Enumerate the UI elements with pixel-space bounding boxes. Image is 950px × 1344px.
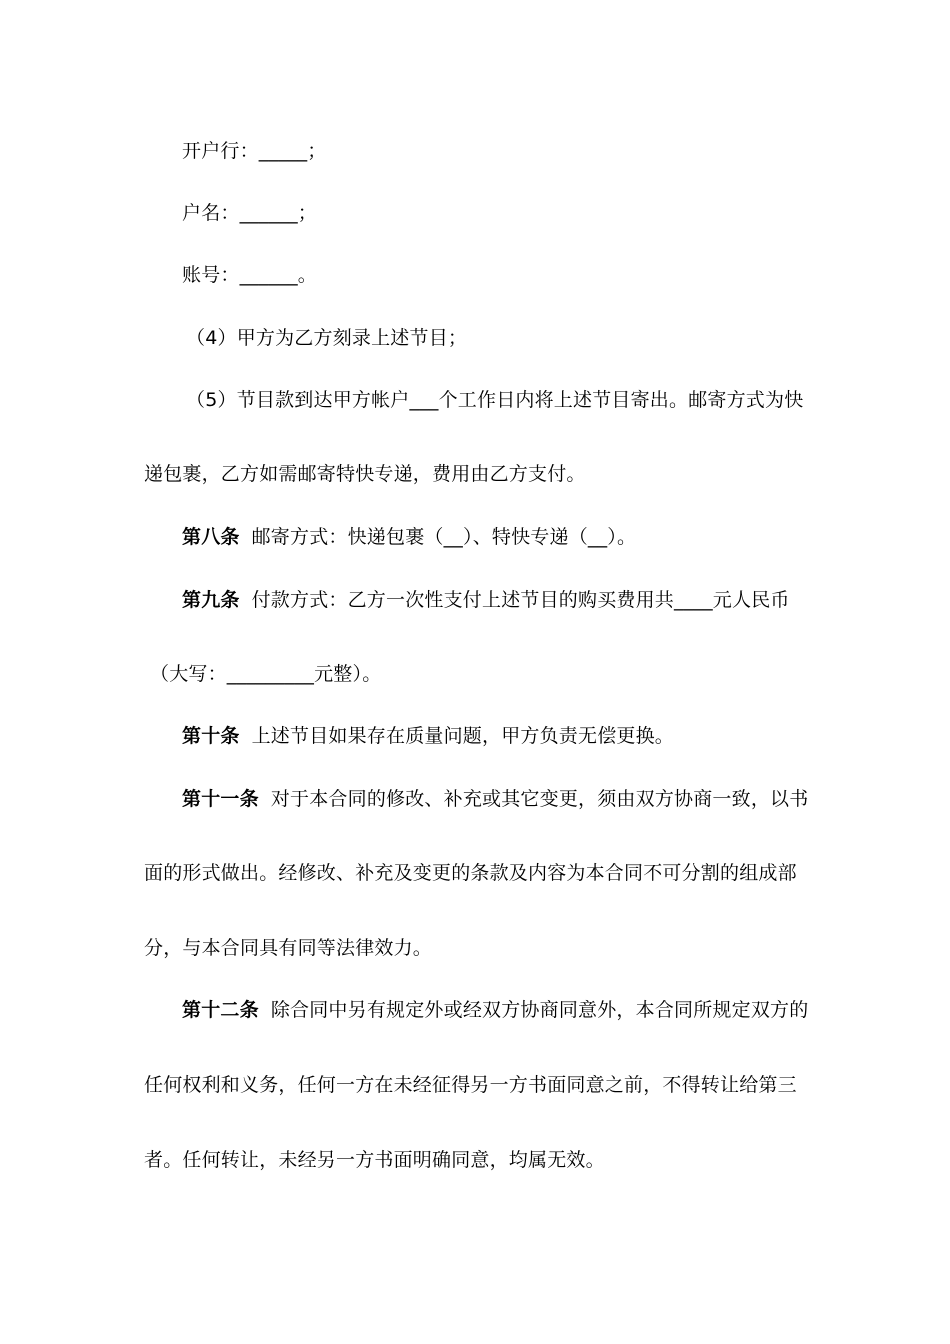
article-11 [182, 785, 808, 813]
item-5-line-1: （5）节目款到达甲方帐户___个工作日内将上述节目寄出。邮寄方式为快 [186, 389, 804, 411]
article-8 [182, 523, 636, 551]
article-11-body-line-2: 面的形式做出。经修改、补充及变更的条款及内容为本合同不可分割的组成部 [144, 862, 797, 884]
bank-line: 开户行：_____； [182, 140, 327, 162]
item-5-line-2: 递包裹，乙方如需邮寄特快专递，费用由乙方支付。 [144, 463, 586, 485]
article-11-heading: 第十一条 [182, 788, 259, 810]
article-12-heading: 第十二条 [182, 999, 259, 1021]
article-10-body: 上述节目如果存在质量问题，甲方负责无偿更换。 [251, 725, 675, 747]
article-12 [182, 996, 808, 1024]
article-11-body-line-3: 分，与本合同具有同等法律效力。 [144, 937, 433, 959]
article-11-body-line-1: 对于本合同的修改、补充或其它变更，须由双方协商一致，以书 [270, 788, 809, 810]
article-12-body-line-1: 除合同中另有规定外或经双方协商同意外，本合同所规定双方的 [270, 999, 809, 1021]
article-9-heading: 第九条 [182, 589, 240, 611]
article-12-body-line-2: 任何权利和义务，任何一方在未经征得另一方书面同意之前，不得转让给第三 [144, 1074, 797, 1096]
article-10-heading: 第十条 [182, 725, 240, 747]
article-10 [182, 722, 674, 750]
article-8-heading: 第八条 [182, 526, 240, 548]
article-8-body: 邮寄方式：快递包裹（__）、特快专递（__）。 [251, 526, 637, 548]
account-name-line: 户名：______； [182, 202, 318, 224]
article-9-body-line-2: （大写：_________元整）。 [150, 663, 382, 685]
article-9-body-line-1: 付款方式：乙方一次性支付上述节目的购买费用共____元人民币 [251, 589, 790, 611]
account-number-line: 账号：______。 [182, 264, 318, 286]
article-9 [182, 586, 790, 614]
item-4-line: （4）甲方为乙方刻录上述节目； [186, 327, 468, 349]
article-12-body-line-3: 者。任何转让，未经另一方书面明确同意，均属无效。 [144, 1149, 605, 1171]
